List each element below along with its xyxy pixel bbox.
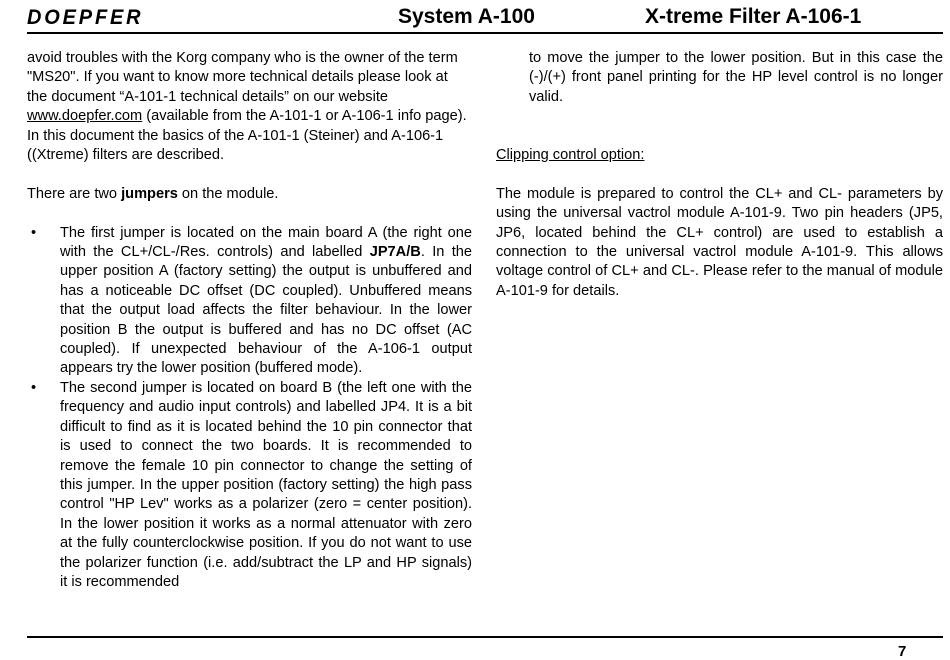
clipping-paragraph: The module is prepared to control the CL+ and CL- parameters by using the universal vactrol module A-101-9. Two pin headers (JP5, JP6, located behind the CL+ control) are used to establish a connection to the universal vactrol module A-101-9. This allows voltage control of CL+ and CL-. Please refer to the manual of module A-101-9 for details.	[496, 185, 943, 299]
page-header	[0, 0, 950, 36]
jumpers-text-a: There are two	[27, 185, 122, 202]
bullet-dot: •	[31, 379, 37, 396]
bullet1-text-a: The first jumper is located on the main board A (the right one with the CL+/CL-/Res. controls) and labelled	[60, 224, 472, 261]
header-rule	[27, 32, 943, 34]
module-title: X-treme Filter A-106-1	[645, 5, 862, 28]
bullet2-text: The second jumper is located on board B (the left one with the frequency and audio input controls) and labelled JP4. It is a bit difficult to find as it is located behind the 10 pin connector that is used to connect the two boards. It is recommended to remove the female 10 pin connector to change the setting of this jumper. In the upper position (factory setting) the high pass control "HP Lev" works as a polarizer (zero = center position). In the lower position it works as a normal attenuator with zero at the fully counterclockwise position. If you do not want to use the polarizer function (i.e. add/subtract the LP and HP signals) it is recommended	[60, 379, 472, 590]
system-title: System A-100	[398, 5, 535, 28]
jumpers-paragraph	[27, 185, 472, 204]
bullet1-bold: JP7A/B	[369, 244, 421, 261]
bullet-item-jp4	[27, 379, 472, 592]
jumpers-text-b: on the module.	[177, 185, 279, 202]
jumpers-bold: jumpers	[121, 185, 178, 202]
intro-text-b: (available from the A-101-1 or A-106-1 info page). In this document the basics of the A-101-1 (Steiner) and A-106-1 ((Xtreme) filters are described.	[27, 108, 467, 164]
right-column	[496, 49, 943, 301]
page-number: 7	[898, 643, 907, 660]
bullet-dot: •	[31, 224, 37, 241]
bullet1-text-b: . In the upper position A (factory setting) the output is unbuffered and has a noticeable DC offset (DC coupled). Unbuffered means that the output load affects the filter behaviour. In the lower position B the output is buffered and has no DC offset (AC coupled). If unexpected behaviour of the A-106-1 output appears try the lower position (buffered mode).	[60, 244, 473, 377]
intro-paragraph	[27, 49, 472, 165]
footer-rule	[27, 636, 943, 638]
doepfer-website-link[interactable]: www.doepfer.com	[27, 108, 143, 125]
left-column	[27, 49, 472, 592]
continuation-paragraph: to move the jumper to the lower position. But in this case the (-)/(+) front panel printing for the HP level control is no longer valid.	[529, 50, 943, 105]
doepfer-logo: DOEPFER	[27, 6, 144, 29]
bullet-item-jp7	[27, 224, 472, 379]
intro-text-a: avoid troubles with the Korg company who is the owner of the term "MS20". If you want to know more technical details please look at the document “A-101-1 technical details” on our website	[27, 50, 458, 105]
clipping-heading: Clipping control option:	[496, 147, 645, 163]
